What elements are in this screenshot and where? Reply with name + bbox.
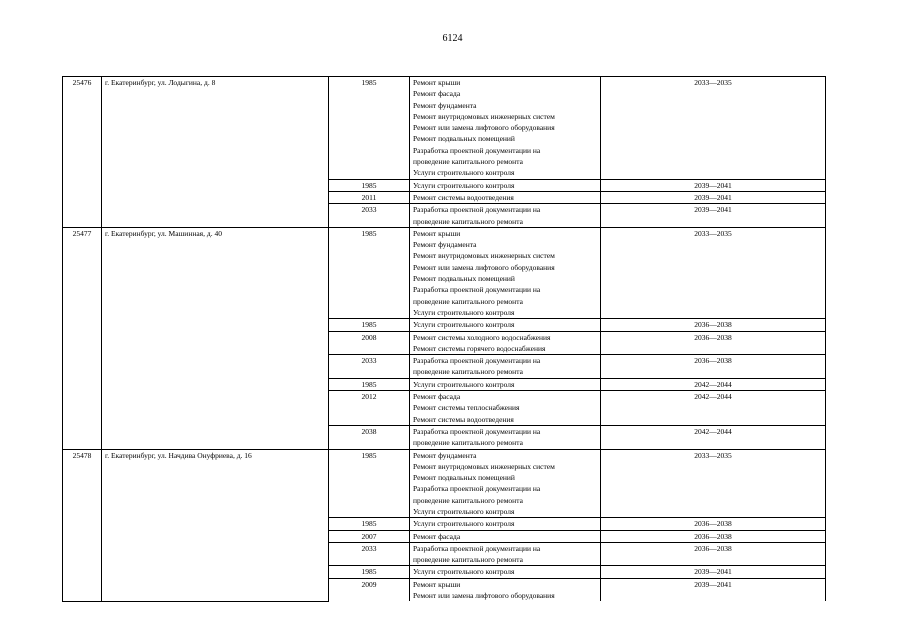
period-cell: 2042—2044: [601, 378, 826, 390]
work-item: Разработка проектной документации на: [413, 484, 541, 494]
building-number: 25478: [63, 449, 102, 601]
work-item: Услуги строительного контроля: [413, 567, 515, 577]
work-item: Ремонт внутридомовых инженерных систем: [413, 251, 555, 261]
work-item: Ремонт или замена лифтового оборудования: [413, 123, 555, 133]
year-cell: 1985: [329, 319, 410, 331]
work-item: Услуги строительного контроля: [413, 320, 515, 330]
works-cell: [410, 518, 601, 530]
works-cell: [410, 227, 601, 318]
building-address: г. Екатеринбург, ул. Начдива Онуфриева, д. 16: [102, 449, 329, 601]
works-cell: [410, 77, 601, 180]
period-cell: 2036—2038: [601, 319, 826, 331]
works-cell: [410, 425, 601, 449]
year-cell: 1985: [329, 449, 410, 518]
work-item: Ремонт системы водоотведения: [413, 192, 514, 202]
work-item: Разработка проектной документации на: [413, 285, 541, 295]
works-cell: [410, 355, 601, 379]
work-item: Ремонт подвальных помещений: [413, 473, 515, 483]
works-cell: [410, 378, 601, 390]
year-cell: 1985: [329, 179, 410, 191]
work-item: Услуги строительного контроля: [413, 379, 515, 389]
work-item: проведение капитального ремонта: [413, 296, 523, 306]
work-item: Ремонт фасада: [413, 89, 461, 99]
work-item: Разработка проектной документации на: [413, 543, 541, 553]
work-item: Ремонт системы теплоснабжения: [413, 403, 520, 413]
works-cell: [410, 331, 601, 355]
work-item: Ремонт фасада: [413, 531, 461, 541]
work-item: Ремонт или замена лифтового оборудования: [413, 262, 555, 272]
work-item: Ремонт или замена лифтового оборудования: [413, 591, 555, 601]
work-item: Ремонт фундамента: [413, 450, 477, 460]
work-item: проведение капитального ремонта: [413, 555, 523, 565]
repair-schedule-body: [63, 77, 826, 602]
works-cell: [410, 530, 601, 542]
period-cell: 2039—2041: [601, 191, 826, 203]
year-cell: 1985: [329, 227, 410, 318]
period-cell: 2036—2038: [601, 331, 826, 355]
works-cell: [410, 578, 601, 601]
works-cell: [410, 449, 601, 518]
works-cell: [410, 391, 601, 426]
period-cell: 2042—2044: [601, 391, 826, 426]
year-cell: 1985: [329, 77, 410, 180]
work-item: Ремонт подвальных помещений: [413, 134, 515, 144]
year-cell: 2011: [329, 191, 410, 203]
year-cell: 2012: [329, 391, 410, 426]
year-cell: 1985: [329, 518, 410, 530]
year-cell: 1985: [329, 566, 410, 578]
work-item: Услуги строительного контроля: [413, 307, 515, 317]
works-cell: [410, 191, 601, 203]
work-item: Услуги строительного контроля: [413, 180, 515, 190]
work-item: Ремонт крыши: [413, 228, 461, 238]
period-cell: 2036—2038: [601, 518, 826, 530]
year-cell: 2007: [329, 530, 410, 542]
year-cell: 2033: [329, 542, 410, 566]
work-item: Ремонт фасада: [413, 392, 461, 402]
page-number: 6124: [442, 33, 463, 44]
year-cell: 2033: [329, 355, 410, 379]
work-item: Ремонт фундамента: [413, 240, 477, 250]
work-item: Ремонт внутридомовых инженерных систем: [413, 111, 555, 121]
year-cell: 1985: [329, 378, 410, 390]
period-cell: 2033—2035: [601, 227, 826, 318]
work-item: проведение капитального ремонта: [413, 438, 523, 448]
work-item: Ремонт подвальных помещений: [413, 274, 515, 284]
building-number: 25477: [63, 227, 102, 449]
table-row: [63, 227, 826, 318]
year-cell: 2038: [329, 425, 410, 449]
period-cell: 2033—2035: [601, 449, 826, 518]
year-cell: 2008: [329, 331, 410, 355]
work-item: Ремонт крыши: [413, 579, 461, 589]
work-item: Ремонт системы холодного водоснабжения: [413, 332, 551, 342]
works-cell: [410, 319, 601, 331]
work-item: Ремонт крыши: [413, 78, 461, 87]
period-cell: 2036—2038: [601, 542, 826, 566]
work-item: Ремонт системы горячего водоснабжения: [413, 343, 546, 353]
work-item: проведение капитального ремонта: [413, 157, 523, 167]
work-item: Разработка проектной документации на: [413, 145, 541, 155]
period-cell: 2039—2041: [601, 566, 826, 578]
work-item: Разработка проектной документации на: [413, 205, 541, 215]
building-address: г. Екатеринбург, ул. Лодыгина, д. 8: [102, 77, 329, 228]
work-item: Услуги строительного контроля: [413, 168, 515, 178]
period-cell: 2036—2038: [601, 530, 826, 542]
work-item: Ремонт внутридомовых инженерных систем: [413, 461, 555, 471]
work-item: проведение капитального ремонта: [413, 367, 523, 377]
year-cell: 2033: [329, 204, 410, 228]
building-address: г. Екатеринбург, ул. Машинная, д. 40: [102, 227, 329, 449]
work-item: проведение капитального ремонта: [413, 216, 523, 226]
period-cell: 2039—2041: [601, 204, 826, 228]
table-row: [63, 449, 826, 518]
period-cell: 2039—2041: [601, 578, 826, 601]
work-item: Ремонт фундамента: [413, 100, 477, 110]
year-cell: 2009: [329, 578, 410, 601]
period-cell: 2033—2035: [601, 77, 826, 180]
works-cell: [410, 566, 601, 578]
table-row: [63, 77, 826, 180]
period-cell: 2039—2041: [601, 179, 826, 191]
period-cell: 2042—2044: [601, 425, 826, 449]
repair-schedule-table: [62, 76, 826, 602]
period-cell: 2036—2038: [601, 355, 826, 379]
work-item: Услуги строительного контроля: [413, 519, 515, 529]
works-cell: [410, 179, 601, 191]
work-item: Ремонт системы водоотведения: [413, 414, 514, 424]
work-item: проведение капитального ремонта: [413, 495, 523, 505]
work-item: Разработка проектной документации на: [413, 356, 541, 366]
work-item: Разработка проектной документации на: [413, 426, 541, 436]
works-cell: [410, 542, 601, 566]
building-number: 25476: [63, 77, 102, 228]
works-cell: [410, 204, 601, 228]
work-item: Услуги строительного контроля: [413, 506, 515, 516]
